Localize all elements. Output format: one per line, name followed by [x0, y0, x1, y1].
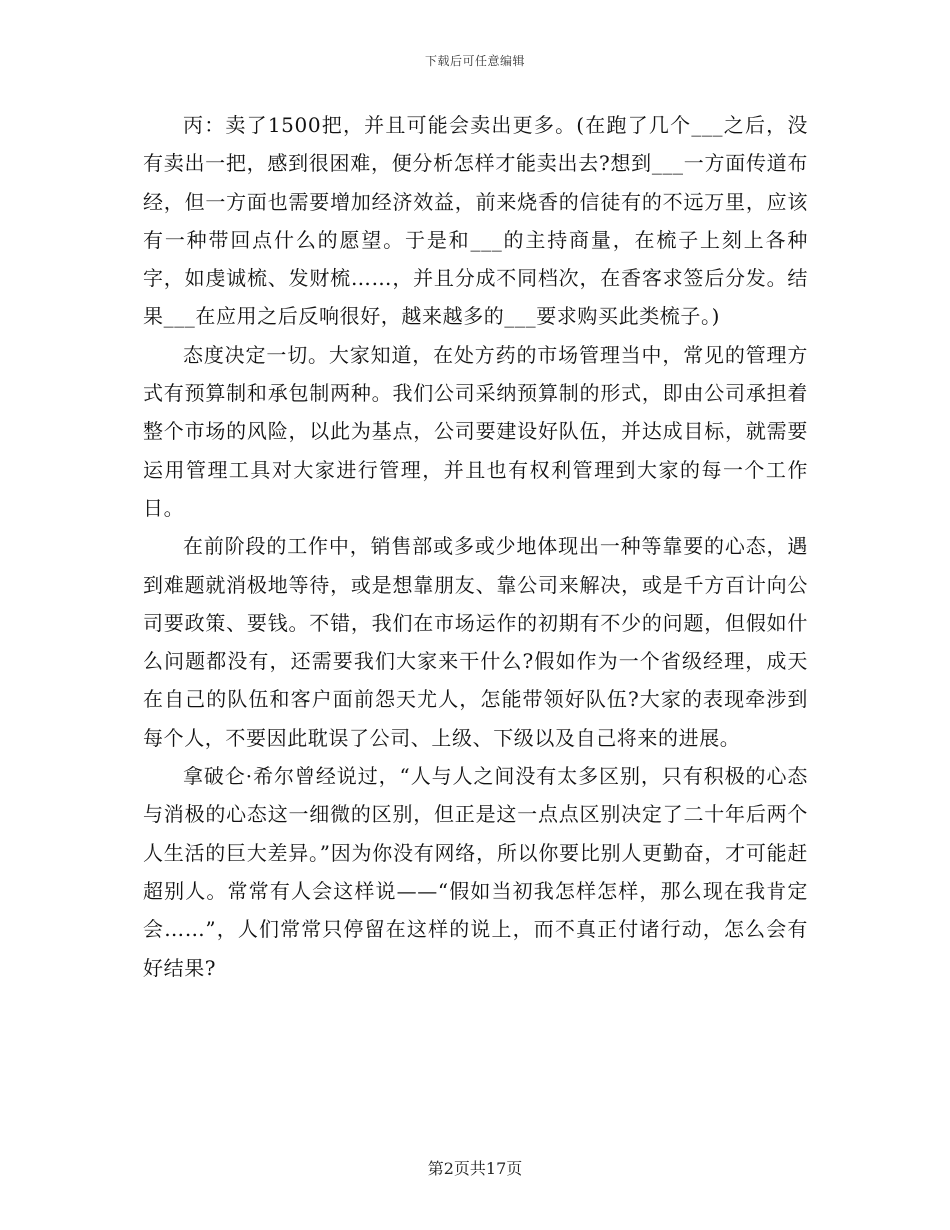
paragraph-3: 在前阶段的工作中，销售部或多或少地体现出一种等靠要的心态，遇到难题就消极地等待，或是想靠朋友、靠公司来解决，或是千方百计向公司要政策、要钱。不错，我们在市场运作的初期有不少的问题，但假如什么问题都没有，还需要我们大家来干什么?假如作为一个省级经理，成天在自己的队伍和客户面前怨天尤人，怎能带领好队伍?大家的表现牵涉到每个人，不要因此耽误了公司、上级、下级以及自己将来的进展。 — [143, 534, 808, 750]
paragraph-4: 拿破仑·希尔曾经说过，“人与人之间没有太多区别，只有积极的心态与消极的心态这一细微的区别，但正是这一点点区别决定了二十年后两个人生活的巨大差异。”因为你没有网络，所以你要比别人更勤奋，才可能赶超别人。常常有人会这样说——“假如当初我怎样怎样，那么现在我肯定会……”，人们常常只停留在这样的说上，而不真正付诸行动，怎么会有好结果? — [143, 764, 808, 980]
paragraph-2: 态度决定一切。大家知道，在处方药的市场管理当中，常见的管理方式有预算制和承包制两种。我们公司采纳预算制的形式，即由公司承担着整个市场的风险，以此为基点，公司要建设好队伍，并达成目标，就需要运用管理工具对大家进行管理，并且也有权利管理到大家的每一个工作日。 — [143, 342, 808, 520]
document-body — [143, 106, 808, 987]
page-number: 第2页共17页 — [427, 1159, 523, 1178]
page-header: 下载后可任意编辑 — [424, 54, 525, 68]
paragraph-1: 丙：卖了1500把，并且可能会卖出更多。(在跑了几个___之后，没有卖出一把，感到很困难，便分析怎样才能卖出去?想到___一方面传道布经，但一方面也需要增加经济效益，前来烧香的信徒有的不远万里，应该有一种带回点什么的愿望。于是和___的主持商量，在梳子上刻上各种字，如虔诚梳、发财梳……，并且分成不同档次，在香客求签后分发。结果___在应用之后反响很好，越来越多的___要求购买此类梳子。) — [143, 113, 808, 329]
